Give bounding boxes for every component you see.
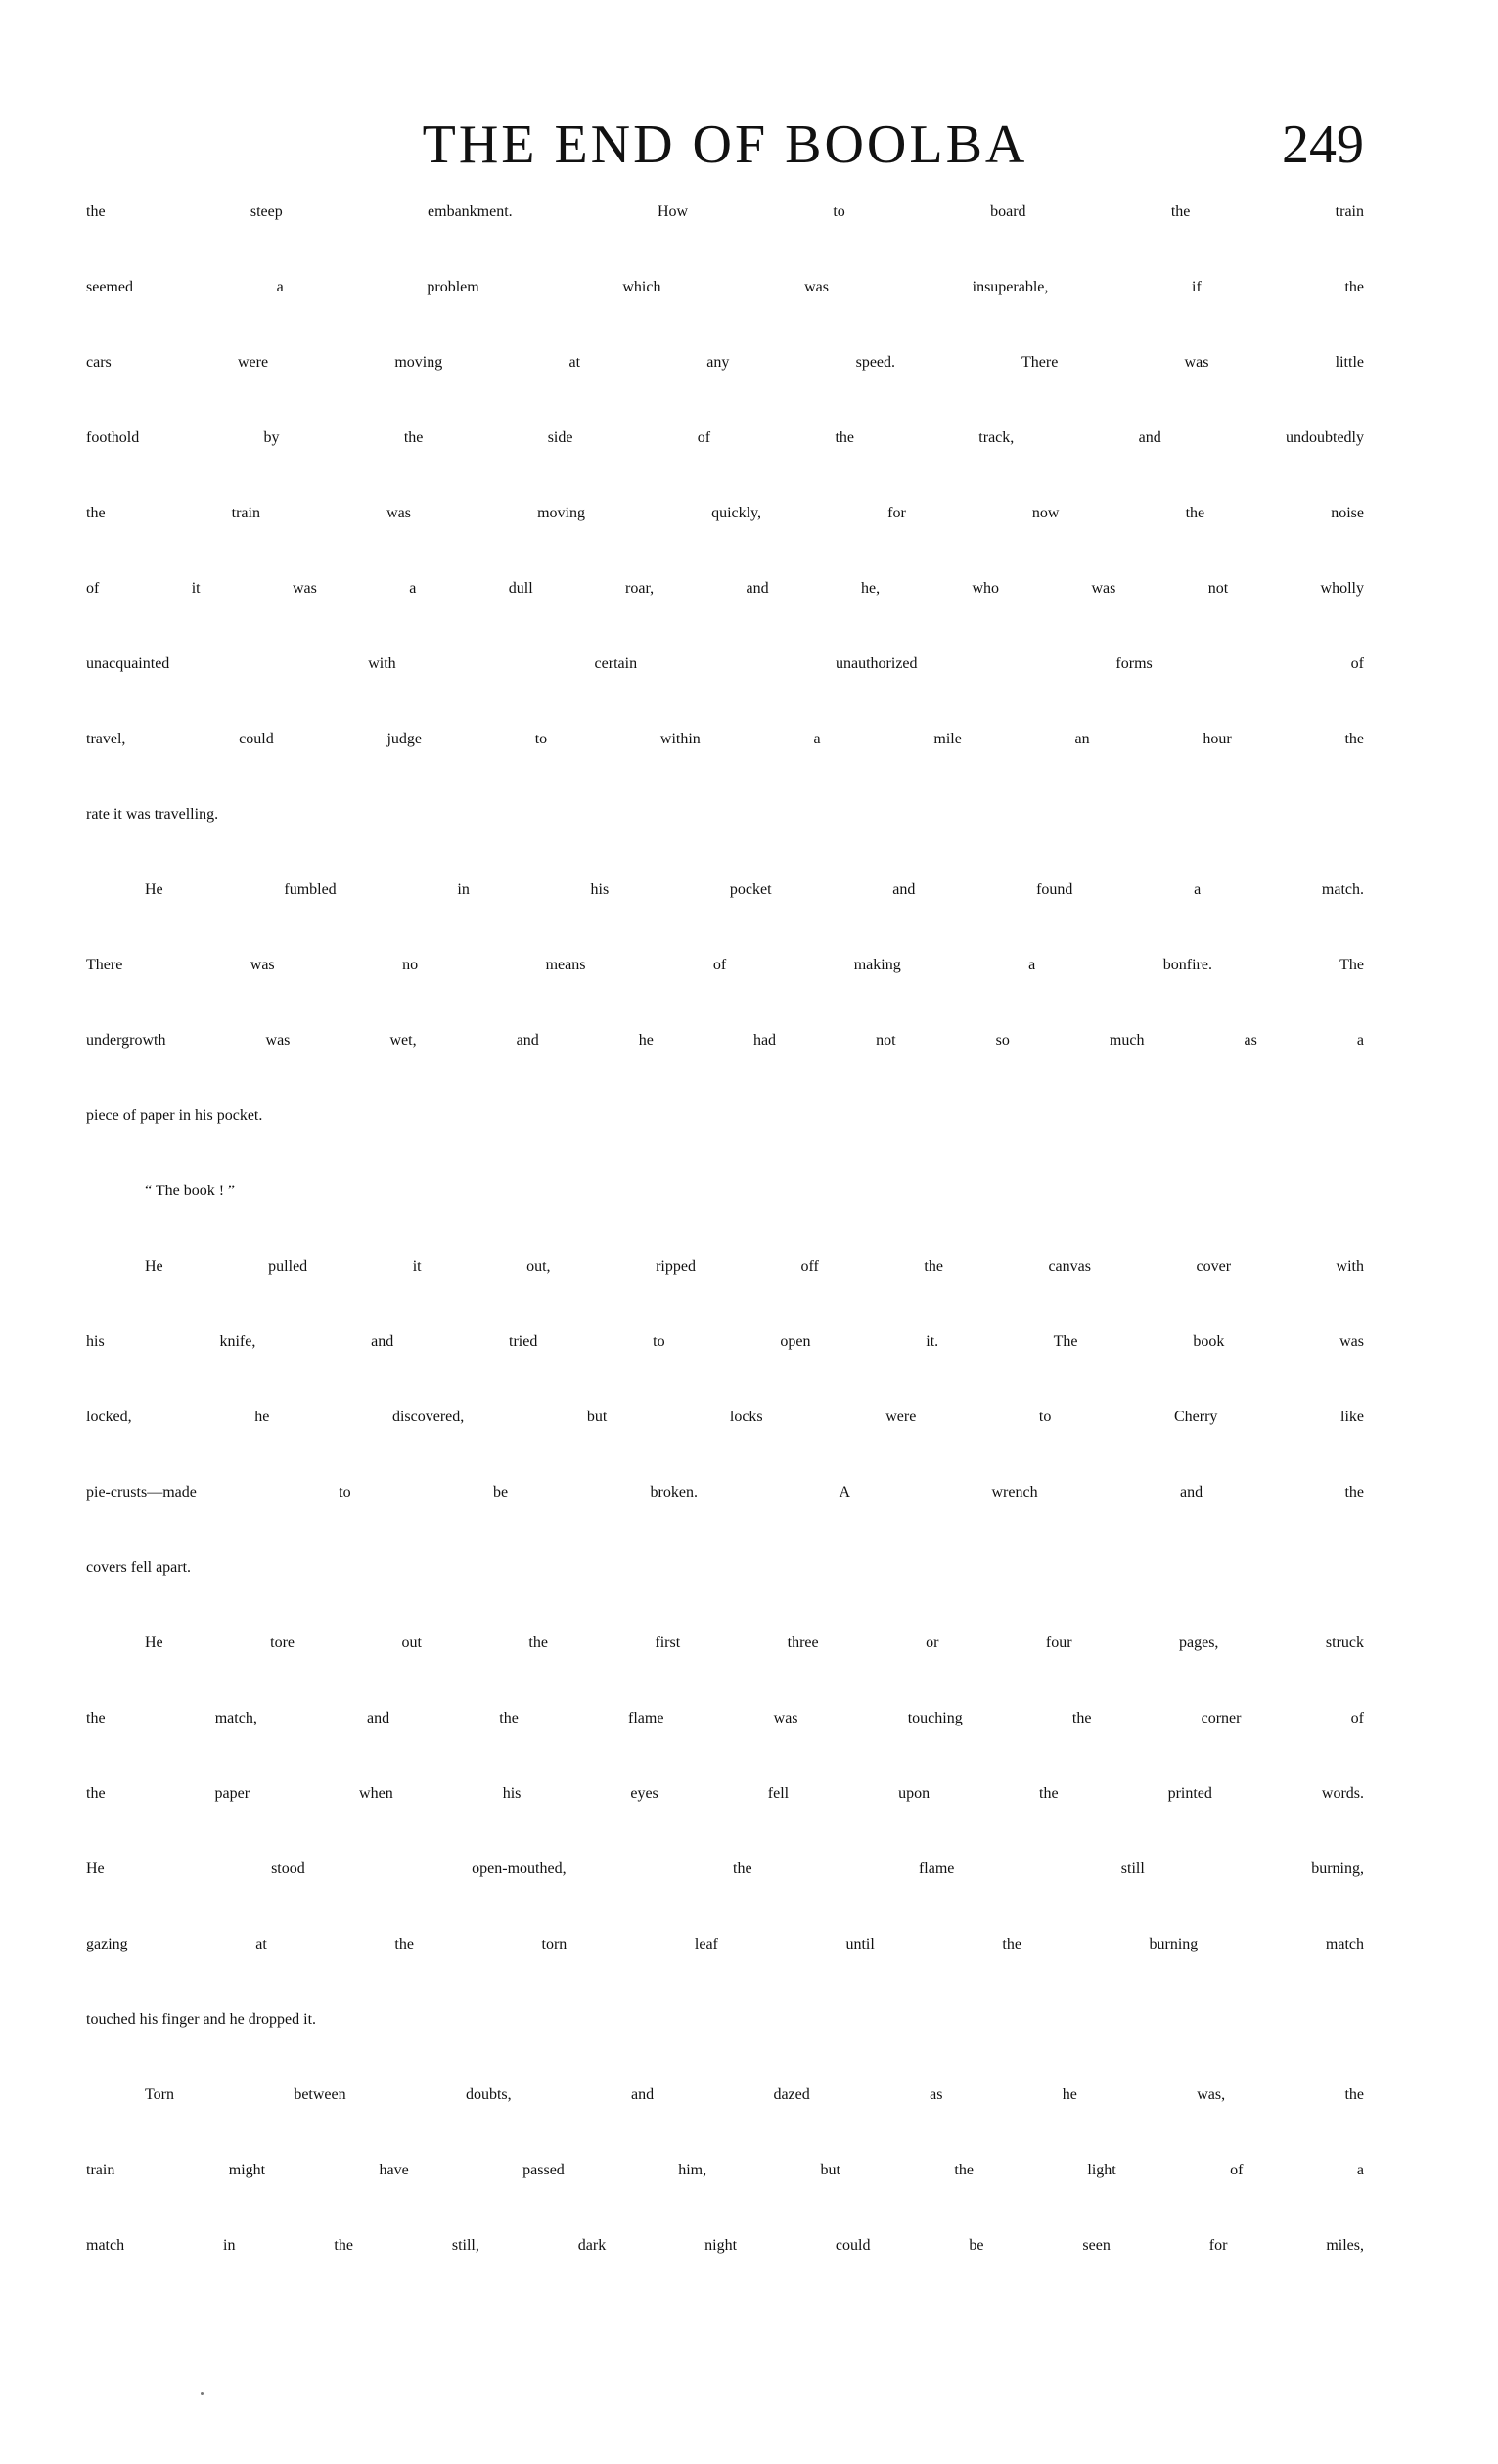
- text-line: foothold by the side of the track, and undoubtedly: [86, 429, 1364, 446]
- text-line: He stood open-mouthed, the flame still burning,: [86, 1860, 1364, 1877]
- text-line: seemed a problem which was insuperable, if the: [86, 279, 1364, 295]
- text-line: pie-crusts—made to be broken. A wrench and the: [86, 1484, 1364, 1501]
- paragraph: [86, 1635, 1364, 2086]
- running-title: THE END OF BOOLBA: [422, 114, 1028, 175]
- text-line: There was no means of making a bonfire. The: [86, 957, 1364, 973]
- text-line: undergrowth was wet, and he had not so much as a: [86, 1032, 1364, 1049]
- text-line: He fumbled in his pocket and found a match.: [145, 881, 1364, 898]
- text-line: travel, could judge to within a mile an hour the: [86, 731, 1364, 747]
- text-line: the train was moving quickly, for now the noise: [86, 505, 1364, 521]
- text-line: gazing at the torn leaf until the burning match: [86, 1936, 1364, 1952]
- paragraph: [86, 2086, 1364, 2312]
- paragraph: [86, 203, 1364, 881]
- text-line: train might have passed him, but the light of a: [86, 2162, 1364, 2178]
- paragraph: [86, 881, 1364, 1183]
- body-text: [86, 203, 1364, 2312]
- text-line: piece of paper in his pocket.: [86, 1107, 263, 1124]
- text-line: of it was a dull roar, and he, who was not wholly: [86, 580, 1364, 597]
- text-line: match in the still, dark night could be seen for miles,: [86, 2237, 1364, 2254]
- text-line: the match, and the flame was touching the corner of: [86, 1710, 1364, 1726]
- text-line: locked, he discovered, but locks were to Cherry like: [86, 1409, 1364, 1425]
- paragraph: [86, 1183, 1364, 1258]
- text-line: touched his finger and he dropped it.: [86, 2011, 317, 2028]
- text-line: rate it was travelling.: [86, 806, 219, 823]
- text-line: the paper when his eyes fell upon the printed words.: [86, 1785, 1364, 1802]
- text-line: He pulled it out, ripped off the canvas cover with: [145, 1258, 1364, 1275]
- text-line: unacquainted with certain unauthorized forms of: [86, 655, 1364, 672]
- text-line: He tore out the first three or four pages, struck: [145, 1635, 1364, 1651]
- text-line: his knife, and tried to open it. The book was: [86, 1333, 1364, 1350]
- paragraph: [86, 1258, 1364, 1635]
- running-head: [86, 106, 1364, 184]
- text-line: cars were moving at any speed. There was little: [86, 354, 1364, 371]
- print-speck: [201, 2392, 204, 2395]
- text-line: “ The book ! ”: [145, 1183, 236, 1199]
- text-line: the steep embankment. How to board the train: [86, 203, 1364, 220]
- text-line: covers fell apart.: [86, 1559, 192, 1576]
- page-number: 249: [1282, 114, 1364, 175]
- text-line: Torn between doubts, and dazed as he was, the: [145, 2086, 1364, 2103]
